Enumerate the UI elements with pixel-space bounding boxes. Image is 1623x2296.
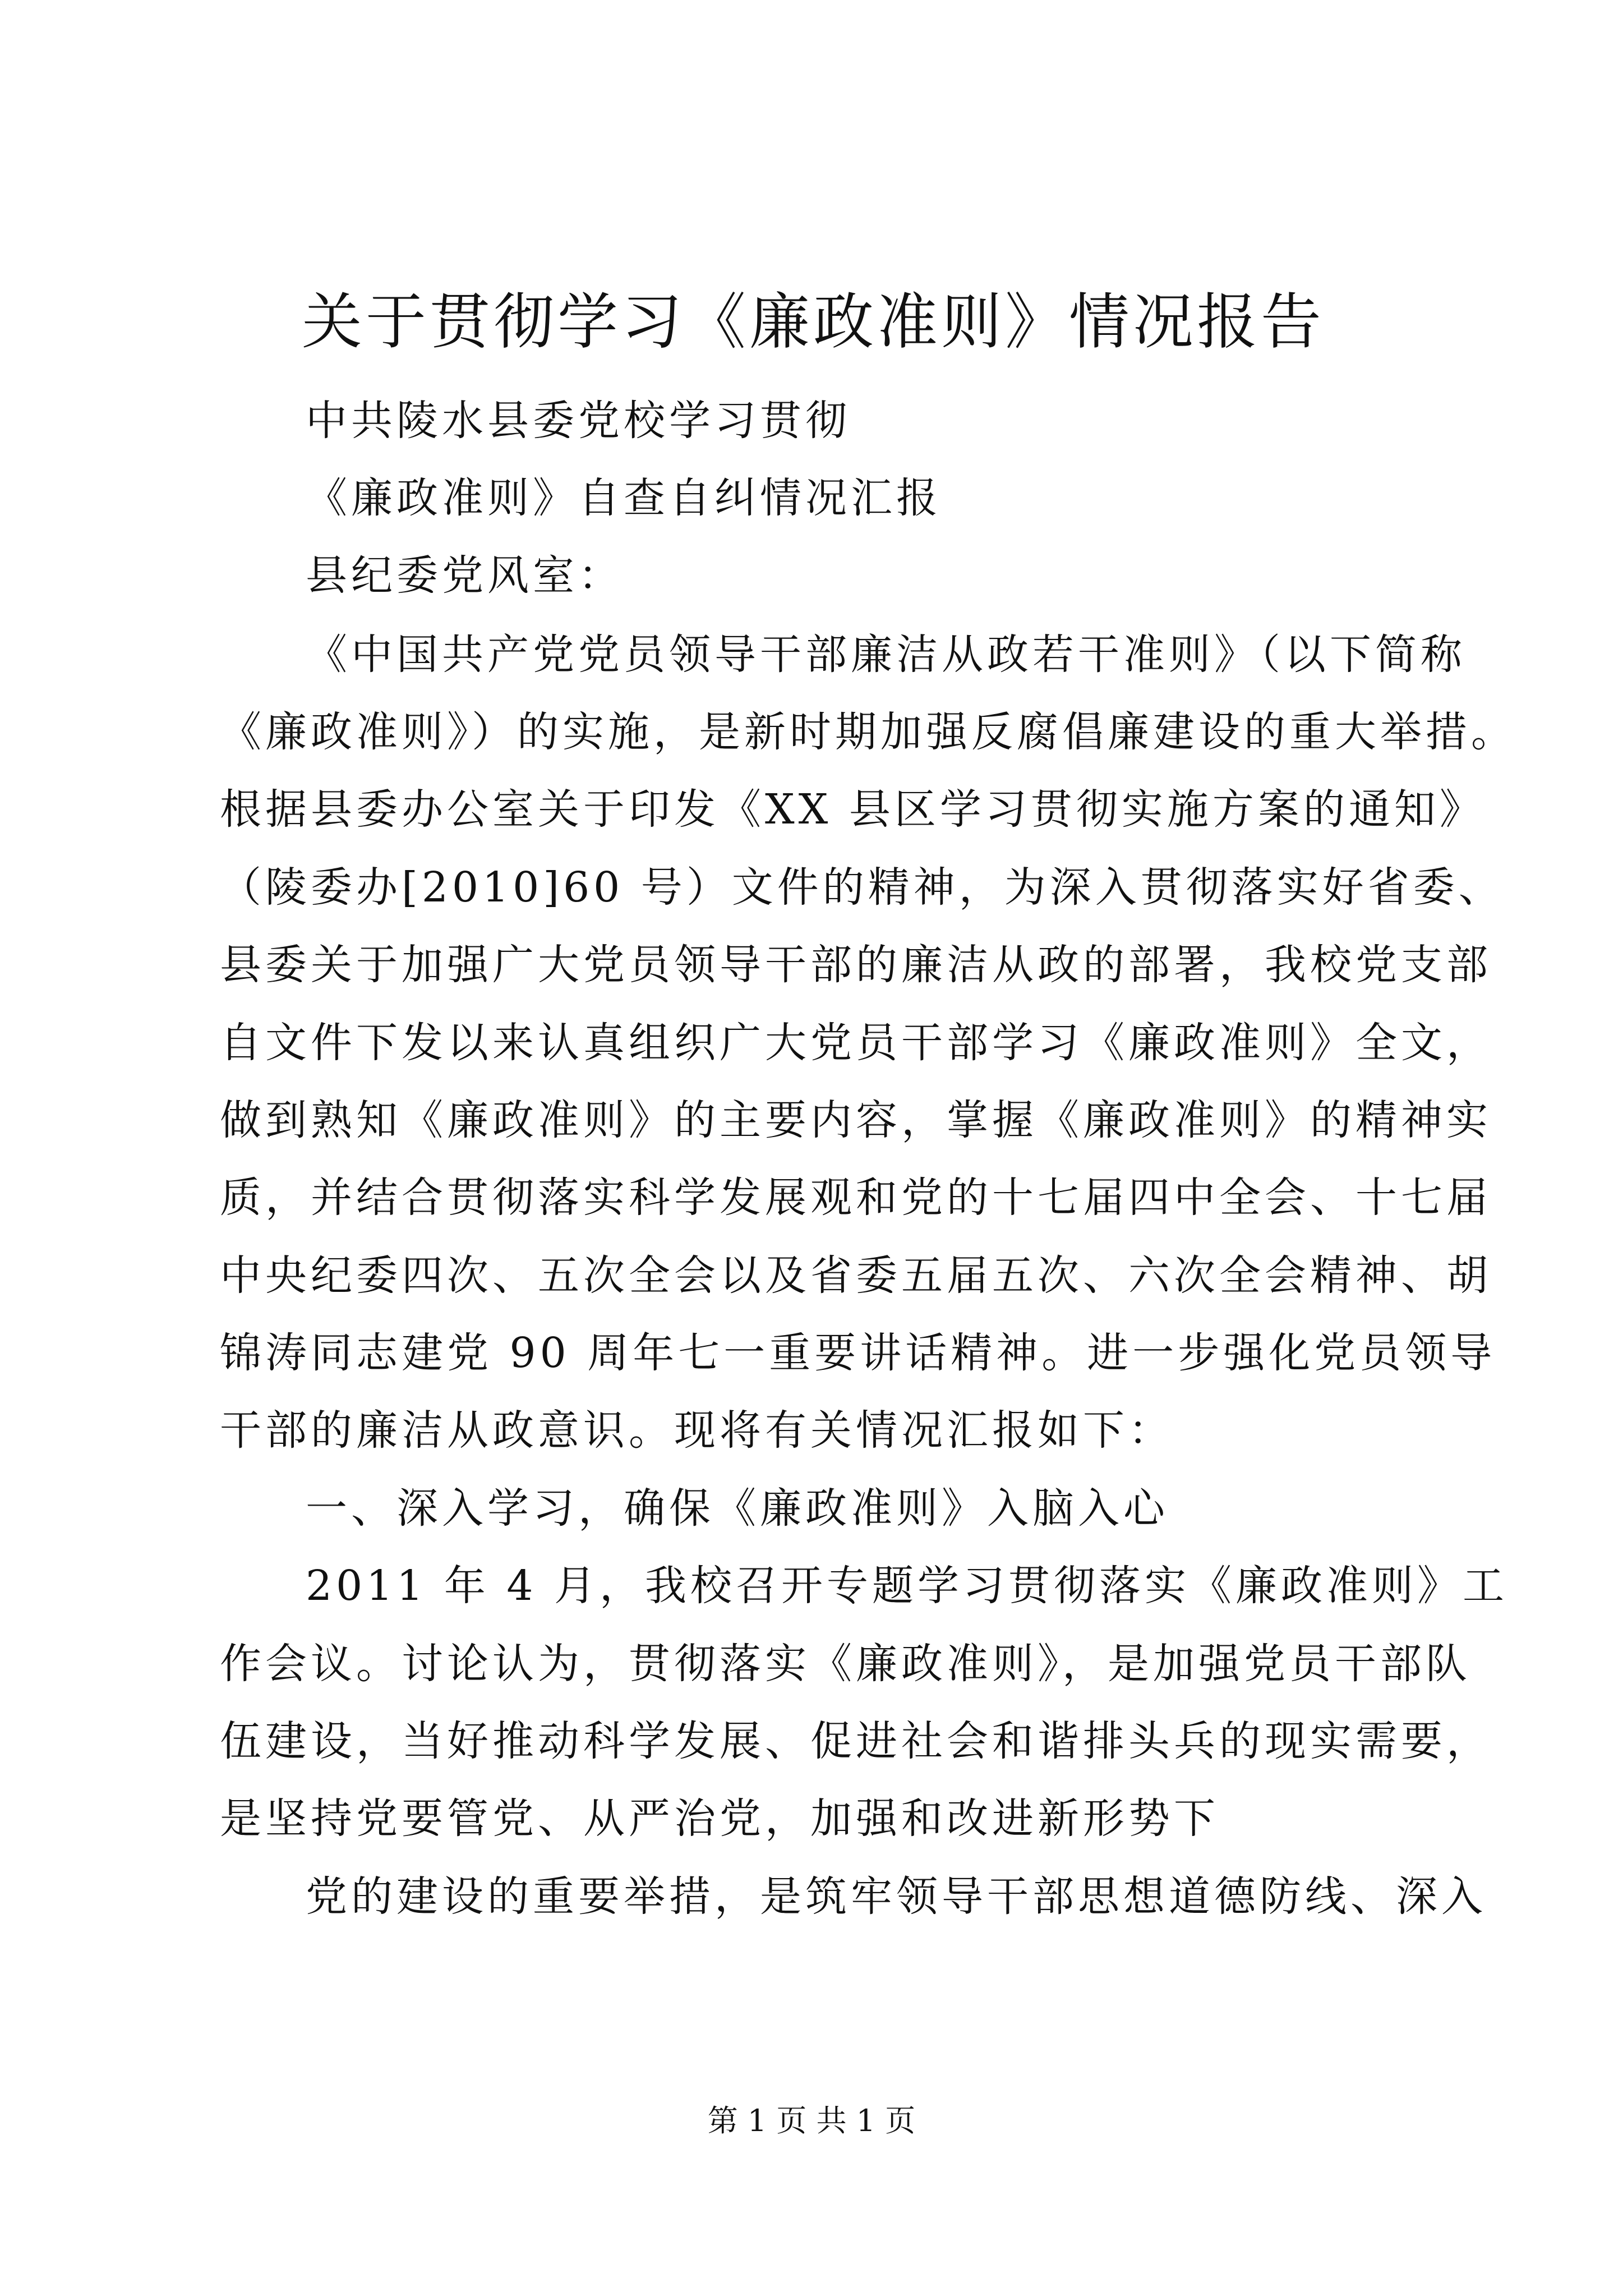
body-line: 县委关于加强广大党员领导干部的廉洁从政的部署，我校党支部 — [220, 941, 1492, 989]
body-line: （陵委办[2010]60 号）文件的精神，为深入贯彻落实好省委、 — [220, 863, 1504, 912]
body-line: 伍建设，当好推动科学发展、促进社会和谐排头兵的现实需要， — [220, 1717, 1492, 1765]
page-number-footer: 第 1 页 共 1 页 — [707, 2103, 916, 2138]
body-line: 干部的廉洁从政意识。现将有关情况汇报如下： — [220, 1406, 1174, 1455]
section-heading: 一、深入学习，确保《廉政准则》入脑入心 — [306, 1484, 1169, 1533]
body-line: 2011 年 4 月，我校召开专题学习贯彻落实《廉政准则》工 — [306, 1562, 1508, 1610]
body-line: 自文件下发以来认真组织广大党员干部学习《廉政准则》全文， — [220, 1019, 1492, 1067]
body-line: 是坚持党要管党、从严治党，加强和改进新形势下 — [220, 1795, 1219, 1843]
body-line: 《廉政准则》）的实施，是新时期加强反腐倡廉建设的重大举措。 — [220, 708, 1516, 756]
org-line: 中共陵水县委党校学习贯彻 — [306, 397, 851, 445]
body-line: 根据县委办公室关于印发《XX 县区学习贯彻实施方案的通知》 — [220, 785, 1485, 834]
body-line: 做到熟知《廉政准则》的主要内容，掌握《廉政准则》的精神实 — [220, 1096, 1492, 1144]
body-line: 党的建设的重要举措，是筑牢领导干部思想道德防线、深入 — [306, 1872, 1487, 1921]
addressee-line: 县纪委党风室： — [306, 551, 624, 600]
body-line: 质，并结合贯彻落实科学发展观和党的十七届四中全会、十七届 — [220, 1174, 1492, 1222]
subtitle-line: 《廉政准则》自查自纠情况汇报 — [306, 474, 942, 522]
document-title: 关于贯彻学习《廉政准则》情况报告 — [301, 287, 1325, 357]
body-line: 中央纪委四次、五次全会以及省委五届五次、六次全会精神、胡 — [220, 1251, 1492, 1300]
body-line: 锦涛同志建党 90 周年七一重要讲话精神。进一步强化党员领导 — [220, 1329, 1496, 1377]
body-line: 作会议。讨论认为，贯彻落实《廉政准则》，是加强党员干部队 — [220, 1640, 1471, 1688]
body-line: 《中国共产党党员领导干部廉洁从政若干准则》（以下简称 — [306, 631, 1466, 679]
